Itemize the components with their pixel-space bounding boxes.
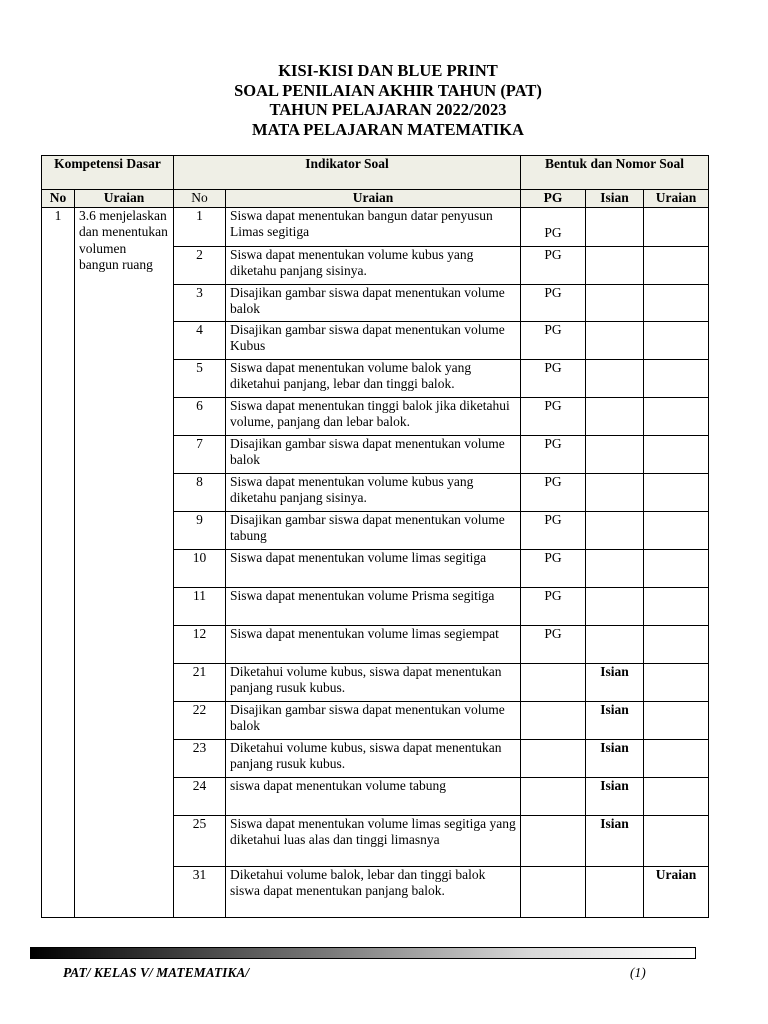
isian-cell: Isian bbox=[586, 739, 644, 777]
indicator-text: Disajikan gambar siswa dapat menentukan volume balok bbox=[226, 284, 521, 321]
pg-cell: PG bbox=[521, 587, 586, 625]
isian-cell bbox=[586, 397, 644, 435]
indicator-text: Siswa dapat menentukan volume Prisma segitiga bbox=[226, 587, 521, 625]
indicator-text: Diketahui volume kubus, siswa dapat menentukan panjang rusuk kubus. bbox=[226, 663, 521, 701]
uraian-cell: Uraian bbox=[644, 866, 709, 917]
pg-cell bbox=[521, 207, 586, 246]
question-number: 24 bbox=[174, 777, 226, 815]
header-kd-no: No bbox=[42, 190, 75, 208]
uraian-cell bbox=[644, 473, 709, 511]
question-number: 6 bbox=[174, 397, 226, 435]
isian-cell bbox=[586, 321, 644, 359]
pg-cell: PG bbox=[521, 435, 586, 473]
uraian-cell bbox=[644, 359, 709, 397]
header-uraian-form: Uraian bbox=[644, 190, 709, 208]
question-number: 5 bbox=[174, 359, 226, 397]
table-body bbox=[42, 207, 709, 917]
isian-cell bbox=[586, 359, 644, 397]
uraian-cell bbox=[644, 246, 709, 284]
pg-label: PG bbox=[544, 224, 562, 240]
uraian-cell bbox=[644, 625, 709, 663]
uraian-cell bbox=[644, 549, 709, 587]
indicator-text: Siswa dapat menentukan volume balok yang diketahui panjang, lebar dan tinggi balok. bbox=[226, 359, 521, 397]
header-indikator-no: No bbox=[174, 190, 226, 208]
pg-cell: PG bbox=[521, 625, 586, 663]
pg-cell bbox=[521, 777, 586, 815]
question-number: 25 bbox=[174, 815, 226, 866]
isian-cell: Isian bbox=[586, 815, 644, 866]
isian-cell: Isian bbox=[586, 663, 644, 701]
indicator-text: Siswa dapat menentukan volume limas segiempat bbox=[226, 625, 521, 663]
header-indikator-uraian: Uraian bbox=[226, 190, 521, 208]
pg-cell bbox=[521, 663, 586, 701]
isian-cell bbox=[586, 207, 644, 246]
isian-cell bbox=[586, 473, 644, 511]
indicator-text: Disajikan gambar siswa dapat menentukan volume balok bbox=[226, 701, 521, 739]
question-number: 8 bbox=[174, 473, 226, 511]
isian-cell: Isian bbox=[586, 701, 644, 739]
pg-cell: PG bbox=[521, 397, 586, 435]
question-number: 12 bbox=[174, 625, 226, 663]
question-number: 23 bbox=[174, 739, 226, 777]
uraian-cell bbox=[644, 397, 709, 435]
indicator-text: Siswa dapat menentukan volume kubus yang diketahu panjang sisinya. bbox=[226, 246, 521, 284]
pg-cell bbox=[521, 815, 586, 866]
question-number: 7 bbox=[174, 435, 226, 473]
question-number: 22 bbox=[174, 701, 226, 739]
uraian-cell bbox=[644, 739, 709, 777]
indicator-text: Disajikan gambar siswa dapat menentukan volume tabung bbox=[226, 511, 521, 549]
title-line-3: TAHUN PELAJARAN 2022/2023 bbox=[269, 100, 507, 119]
uraian-cell bbox=[644, 284, 709, 321]
isian-cell bbox=[586, 587, 644, 625]
header-kd-uraian: Uraian bbox=[75, 190, 174, 208]
uraian-cell bbox=[644, 321, 709, 359]
kd-number: 1 bbox=[42, 207, 75, 917]
uraian-cell bbox=[644, 701, 709, 739]
header-isian: Isian bbox=[586, 190, 644, 208]
pg-cell: PG bbox=[521, 284, 586, 321]
title-line-2: SOAL PENILAIAN AKHIR TAHUN (PAT) bbox=[234, 80, 542, 100]
isian-cell: Isian bbox=[586, 777, 644, 815]
question-number: 4 bbox=[174, 321, 226, 359]
isian-cell bbox=[586, 549, 644, 587]
indicator-text: Disajikan gambar siswa dapat menentukan volume balok bbox=[226, 435, 521, 473]
uraian-cell bbox=[644, 207, 709, 246]
isian-cell bbox=[586, 435, 644, 473]
pg-cell: PG bbox=[521, 246, 586, 284]
page-number: (1) bbox=[630, 965, 646, 980]
indicator-text: siswa dapat menentukan volume tabung bbox=[226, 777, 521, 815]
uraian-cell bbox=[644, 511, 709, 549]
header-pg: PG bbox=[521, 190, 586, 208]
question-number: 31 bbox=[174, 866, 226, 917]
table-row bbox=[42, 207, 709, 246]
indicator-text: Siswa dapat menentukan bangun datar penyusun Limas segitiga bbox=[226, 207, 521, 246]
pg-cell: PG bbox=[521, 359, 586, 397]
footer-gradient-bar bbox=[30, 947, 696, 959]
indicator-text: Siswa dapat menentukan volume limas segitiga yang diketahui luas alas dan tinggi limasnya bbox=[226, 815, 521, 866]
indicator-text: Diketahui volume balok, lebar dan tinggi balok siswa dapat menentukan panjang balok. bbox=[226, 866, 521, 917]
kisi-kisi-table bbox=[41, 155, 709, 918]
pg-cell: PG bbox=[521, 321, 586, 359]
title-line-1: KISI-KISI DAN BLUE PRINT bbox=[278, 61, 498, 80]
isian-cell bbox=[586, 866, 644, 917]
title-line-4: MATA PELAJARAN MATEMATIKA bbox=[252, 119, 524, 139]
question-number: 11 bbox=[174, 587, 226, 625]
isian-cell bbox=[586, 511, 644, 549]
isian-cell bbox=[586, 284, 644, 321]
question-number: 21 bbox=[174, 663, 226, 701]
pg-cell: PG bbox=[521, 473, 586, 511]
question-number: 10 bbox=[174, 549, 226, 587]
indicator-text: Siswa dapat menentukan volume limas segitiga bbox=[226, 549, 521, 587]
document-title bbox=[0, 61, 768, 139]
indicator-text: Siswa dapat menentukan volume kubus yang diketahu panjang sisinya. bbox=[226, 473, 521, 511]
pg-cell bbox=[521, 701, 586, 739]
question-number: 9 bbox=[174, 511, 226, 549]
pg-cell bbox=[521, 739, 586, 777]
uraian-cell bbox=[644, 777, 709, 815]
header-indikator-soal: Indikator Soal bbox=[174, 156, 521, 190]
uraian-cell bbox=[644, 587, 709, 625]
uraian-cell bbox=[644, 663, 709, 701]
indicator-text: Siswa dapat menentukan tinggi balok jika diketahui volume, panjang dan lebar balok. bbox=[226, 397, 521, 435]
isian-cell bbox=[586, 246, 644, 284]
indicator-text: Diketahui volume kubus, siswa dapat menentukan panjang rusuk kubus. bbox=[226, 739, 521, 777]
uraian-cell bbox=[644, 815, 709, 866]
header-bentuk-nomor-soal: Bentuk dan Nomor Soal bbox=[521, 156, 709, 190]
pg-cell: PG bbox=[521, 511, 586, 549]
question-number: 1 bbox=[174, 207, 226, 246]
header-kompetensi-dasar: Kompetensi Dasar bbox=[42, 156, 174, 190]
kd-description: 3.6 menjelaskan dan menentukan volumen bangun ruang bbox=[75, 207, 174, 917]
question-number: 2 bbox=[174, 246, 226, 284]
pg-cell bbox=[521, 866, 586, 917]
footer-text: PAT/ KELAS V/ MATEMATIKA/ bbox=[63, 965, 250, 980]
isian-cell bbox=[586, 625, 644, 663]
indicator-text: Disajikan gambar siswa dapat menentukan volume Kubus bbox=[226, 321, 521, 359]
uraian-cell bbox=[644, 435, 709, 473]
pg-cell: PG bbox=[521, 549, 586, 587]
question-number: 3 bbox=[174, 284, 226, 321]
